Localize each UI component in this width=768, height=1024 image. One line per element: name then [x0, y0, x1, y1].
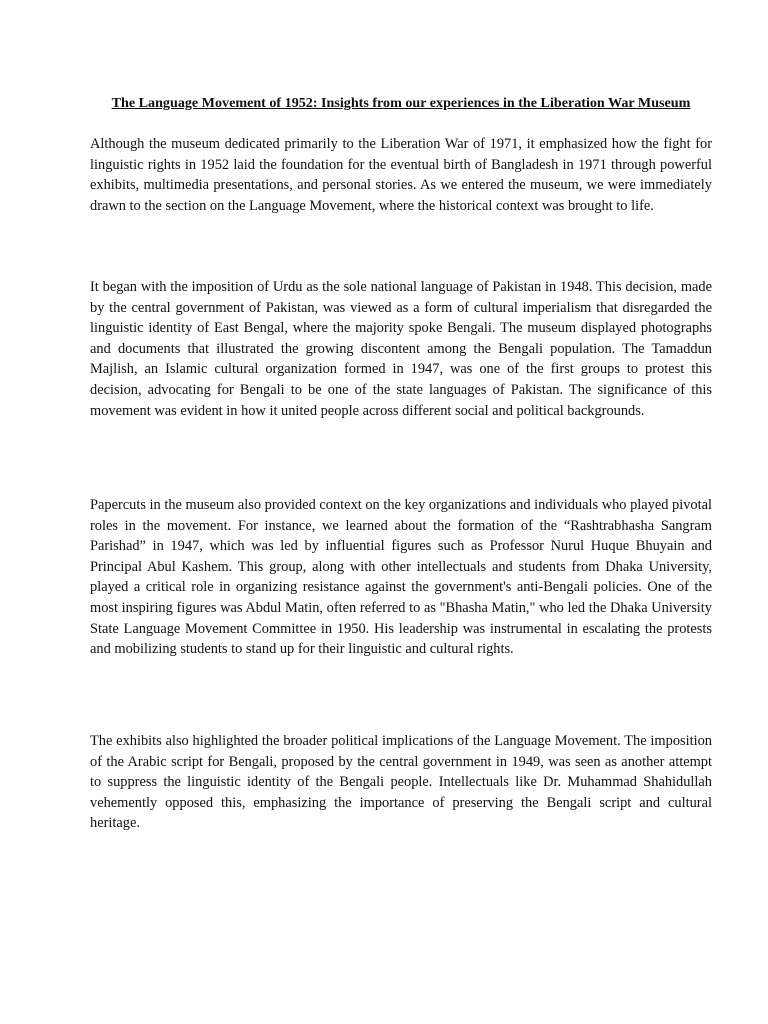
paragraph-political-implications: The exhibits also highlighted the broader political implications of the Language Movement. The imposition of the Arabic script for Bengali, proposed by the central government in 1949, was seen as another attempt to suppress the linguistic identity of the Bengali people. Intellectuals like Dr. Muhammad Shahidullah vehemently opposed this, emphasizing the importance of preserving the Bengali script and cultural heritage. [90, 733, 712, 832]
paragraph-key-organizations: Papercuts in the museum also provided context on the key organizations and individuals who played pivotal roles in the movement. For instance, we learned about the formation of the “Rashtrabhasha Sangram Parishad” in 1947, which was led by influential figures such as Professor Nurul Huque Bhuyain and Principal Abul Kashem. This group, along with other intellectuals and students from Dhaka University, played a critical role in organizing resistance against the government's anti-Bengali policies. One of the most inspiring figures was Abdul Matin, often referred to as "Bhasha Matin," who led the Dhaka University State Language Movement Committee in 1950. His leadership was instrumental in escalating the protests and mobilizing students to stand up for their linguistic and cultural rights. [90, 497, 713, 658]
document-title: The Language Movement of 1952: Insights from our experiences in the Liberation War Museum [111, 95, 691, 111]
paragraph-urdu-imposition: It began with the imposition of Urdu as the sole national language of Pakistan in 1948. This decision, made by the central government of Pakistan, was viewed as a form of cultural imperialism that disregarded the linguistic identity of East Bengal, where the majority spoke Bengali. The museum displayed photographs and documents that illustrated the growing discontent among the Bengali population. The Tamaddun Majlish, an Islamic cultural organization formed in 1947, was one of the first groups to protest this decision, advocating for Bengali to be one of the state languages of Pakistan. The significance of this movement was evident in how it united people across different social and political backgrounds. [90, 279, 712, 419]
paragraph-intro: Although the museum dedicated primarily to the Liberation War of 1971, it emphasized how the fight for linguistic rights in 1952 laid the foundation for the eventual birth of Bangladesh in 1971 through powerful exhibits, multimedia presentations, and personal stories. As we entered the museum, we were immediately drawn to the section on the Language Movement, where the historical context was brought to life. [90, 136, 712, 214]
